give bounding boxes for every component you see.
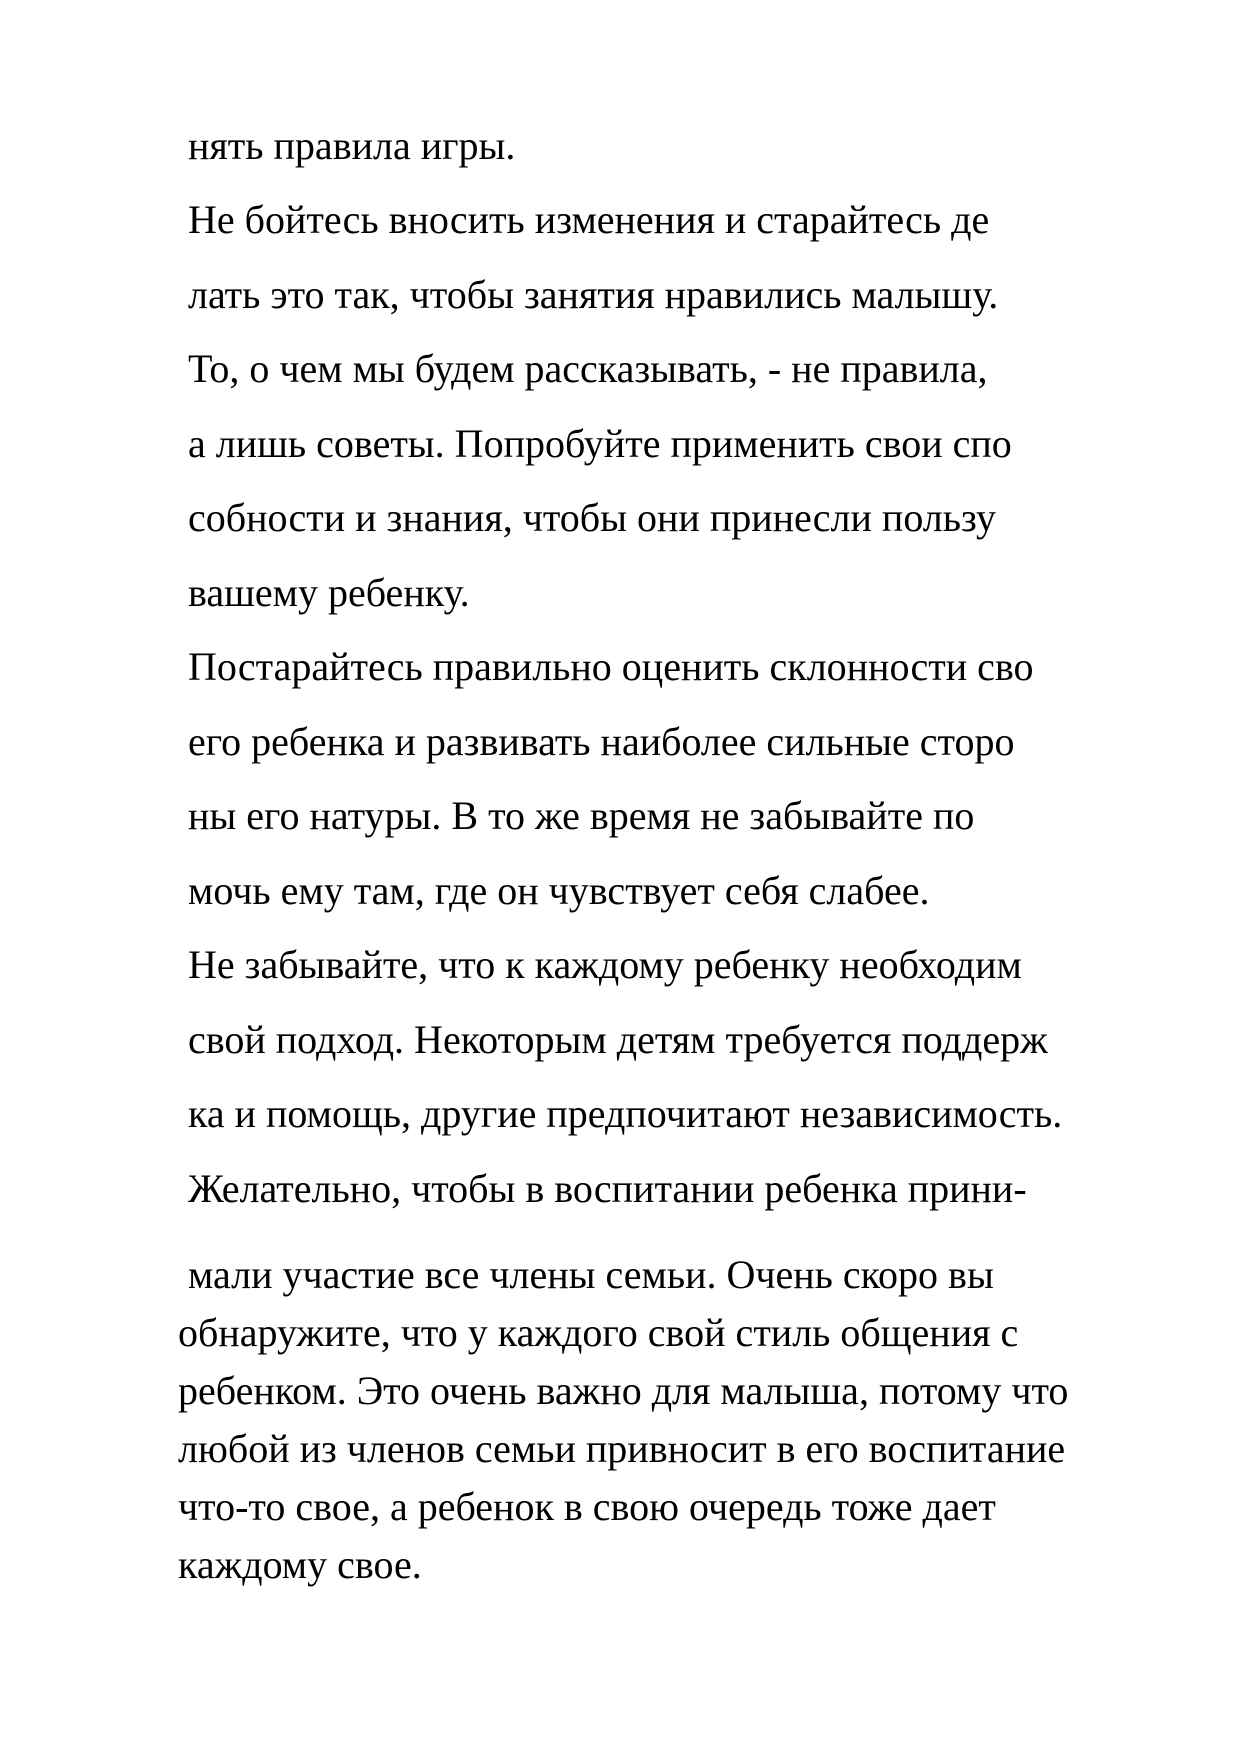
text-line-17: обнаружите, что у каждого свой стиль общения с xyxy=(178,1310,1019,1355)
text-line-14: ка и помощь, другие предпочитают независимость. xyxy=(188,1091,1063,1136)
text-line-5: а лишь советы. Попробуйте применить свои спо xyxy=(188,421,1012,466)
text-line-8: Постарайтесь правильно оценить склонности сво xyxy=(188,644,1034,689)
text-line-20: что-то свое, а ребенок в свою очередь тоже дает xyxy=(178,1484,996,1529)
text-line-1: нять правила игры. xyxy=(188,123,516,168)
text-line-11: мочь ему там, где он чувствует себя слабее. xyxy=(188,868,930,913)
text-line-18: ребенком. Это очень важно для малыша, потому что xyxy=(178,1368,1069,1413)
text-line-13: свой подход. Некоторым детям требуется поддерж xyxy=(188,1017,1048,1062)
text-line-19: любой из членов семьи привносит в его воспитание xyxy=(178,1426,1066,1471)
text-line-7: вашему ребенку. xyxy=(188,570,470,615)
text-line-12: Не забывайте, что к каждому ребенку необходим xyxy=(188,942,1022,987)
text-line-6: собности и знания, чтобы они принесли пользу xyxy=(188,495,996,540)
text-line-9: его ребенка и развивать наиболее сильные сторо xyxy=(188,719,1015,764)
text-line-4: То, о чем мы будем рассказывать, - не правила, xyxy=(188,346,988,391)
text-line-2: Не бойтесь вносить изменения и старайтесь де xyxy=(188,197,990,242)
text-line-10: ны его натуры. В то же время не забывайте по xyxy=(188,793,975,838)
text-line-16: мали участие все члены семьи. Очень скоро вы xyxy=(188,1252,994,1297)
text-line-15: Желательно, чтобы в воспитании ребенка прини- xyxy=(188,1166,1027,1211)
text-line-3: лать это так, чтобы занятия нравились малышу. xyxy=(188,272,999,317)
text-line-21: каждому свое. xyxy=(178,1542,422,1587)
